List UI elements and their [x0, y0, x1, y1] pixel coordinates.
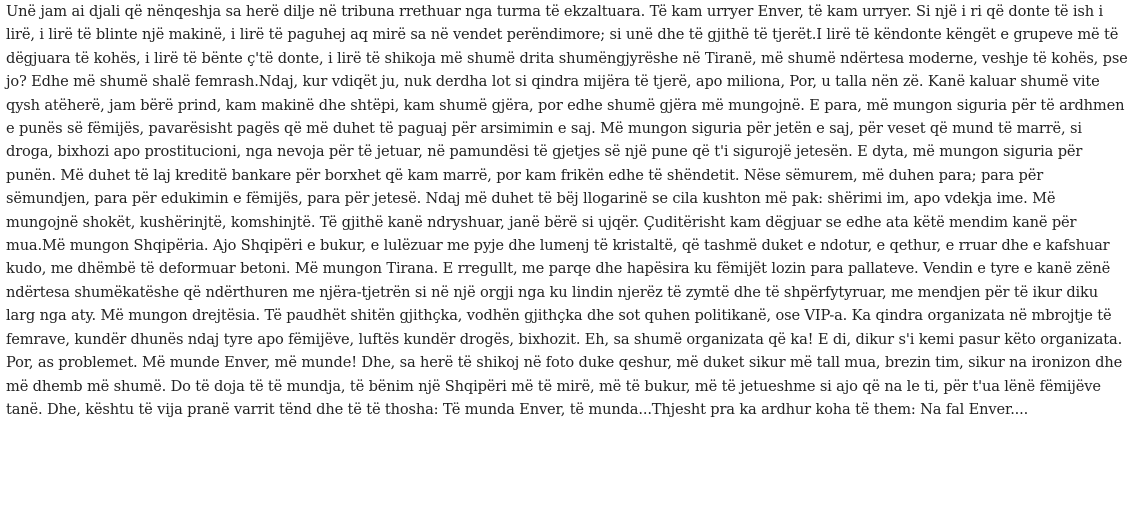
article-paragraph: Unë jam ai djali që nënqeshja sa herë dilje në tribuna rrethuar nga turma të ekzaltuara. Të kam urryer Enver, të kam urryer. Si një i ri që donte të ish i lirë, i lirë të blinte një makinë, i lirë të paguhej aq mirë sa në vendet perëndimore; si unë dhe të gjithë të tjerët.I lirë të këndonte këngët e grupeve më të dëgjuara të kohës, i lirë të bënte ç'të donte, i lirë të shikoja më shumë drita shumëngjyrëshe në Tiranë, më shumë ndërtesa moderne, veshje të kohës, pse jo? Edhe më shumë shalë femrash.Ndaj, kur vdiqët ju, nuk derdha lot si qindra mijëra të tjerë, apo miliona, Por, u talla nën zë. Kanë kaluar shumë vite qysh atëherë, jam bërë prind, kam makinë dhe shtëpi, kam shumë gjëra, por edhe shumë gjëra më mungojnë. E para, më mungon siguria për të ardhmen e punës së fëmijës, pavarësisht pagës që më duhet të paguaj për arsimimin e saj. Më mungon siguria për jetën e saj, për veset që mund të marrë, si droga, bixhozi apo prostitucioni, nga nevoja për të jetuar, në pamundësi të gjetjes së një pune që t'i sigurojë jetesën. E dyta, më mungon siguria për punën. Më duhet të laj kreditë bankare për borxhet që kam marrë, por kam frikën edhe të shëndetit. Nëse sëmurem, më duhen para; para për sëmundjen, para për edukimin e fëmijës, para për jetesë. Ndaj më duhet të bëj llogarinë se cila kushton më pak: shërimi im, apo vdekja ime. Më mungojnë shokët, kushërinjtë, komshinjtë. Të gjithë kanë ndryshuar, janë bërë si ujqër. Çuditërisht kam dëgjuar se edhe ata këtë mendim kanë për mua.Më mungon Shqipëria. Ajo Shqipëri e bukur, e lulëzuar me pyje dhe lumenj të kristaltë, që tashmë duket e ndotur, e qethur, e rruar dhe e kafshuar kudo, me dhëmbë të deformuar betoni. Më mungon Tirana. E rregullt, me parqe dhe hapësira ku fëmijët lozin para pallateve. Vendin e tyre e kanë zënë ndërtesa shumëkatëshe që ndërthuren me njëra-tjetrën si në një orgji nga ku lindin njerëz të zymtë dhe të shpërfytyruar, me mendjen për të ikur diku larg nga aty. Më mungon drejtësia. Të paudhët shitën gjithçka, vodhën gjithçka dhe sot quhen politikanë, ose VIP-a. Ka qindra organizata në mbrojtje të femrave, kundër dhunës ndaj tyre apo fëmijëve, luftës kundër drogës, bixhozit. Eh, sa shumë organizata që ka! E di, dikur s'i kemi pasur këto organizata. Por, as problemet. Më munde Enver, më munde! Dhe, sa herë të shikoj në foto duke qeshur, më duket sikur më tall mua, brezin tim, sikur na ironizon dhe më dhemb më shumë. Do të doja të të mundja, të bënim një Shqipëri më të mirë, më të bukur, më të jetueshme si ajo që na le ti, për t'ua lënë fëmijëve tanë. Dhe, kështu të vija pranë varrit tënd dhe të të thosha: Të munda Enver, të munda...Thjesht pra ka ardhur koha të them: Na fal Enver....	[6, 3, 1128, 418]
